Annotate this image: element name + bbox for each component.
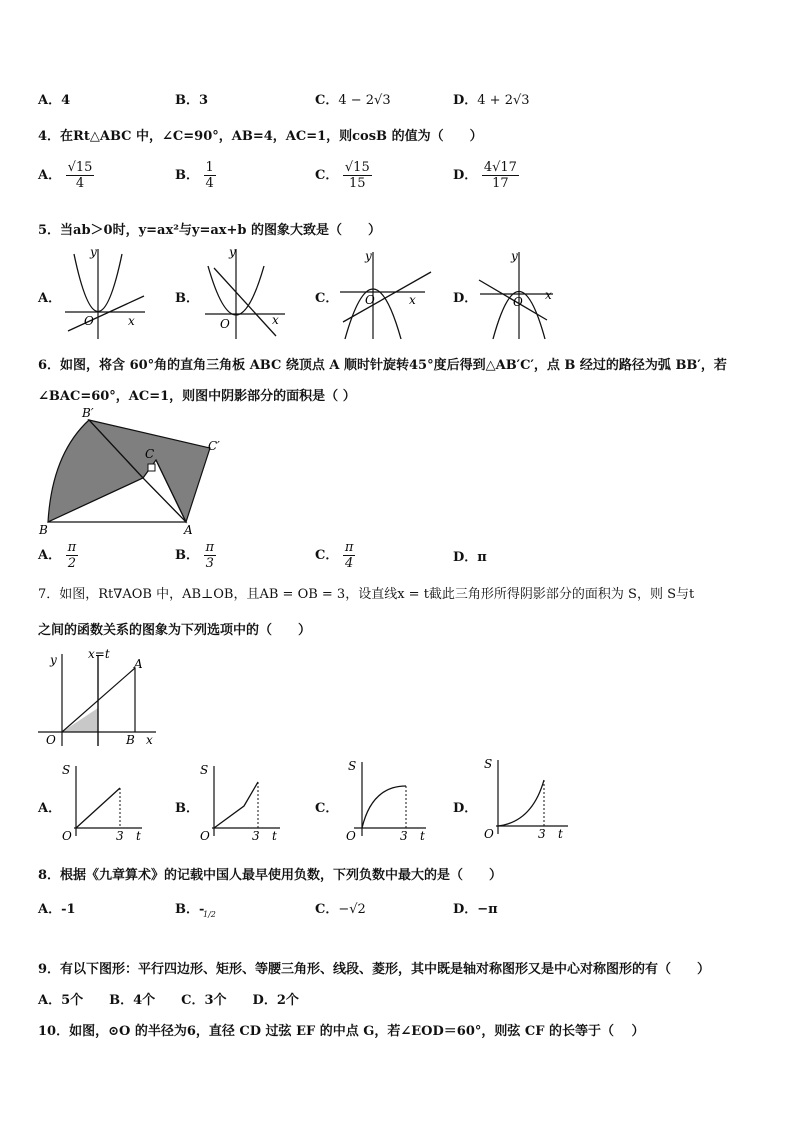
x-label: x (545, 288, 552, 302)
label-a: A (184, 523, 193, 536)
option-label: D． (453, 93, 478, 108)
q5-stem: 5．当ab＞0时，y=ax²与y=ax+b 的图象大致是（ ） (38, 223, 382, 238)
denominator: 2 (67, 556, 77, 571)
origin-label: O (513, 295, 523, 309)
q5-graph-b (200, 244, 290, 344)
numerator: √15 (344, 160, 370, 175)
q7-graph-a (58, 760, 148, 842)
q9-stem: 9．有以下图形：平行四边形、矩形、等腰三角形、线段、菱形，其中既是轴对称图形又是中心对称图形的有（ ） (38, 962, 711, 977)
numerator: π (205, 540, 215, 555)
q10-stem: 10．如图，⊙O 的半径为6，直径 CD 过弦 EF 的中点 G，若∠EOD＝60°，则弦 CF 的长等于（ ） (38, 1024, 645, 1039)
label-s: S (62, 763, 71, 777)
origin-label: O (365, 293, 375, 307)
denominator: 3 (205, 556, 214, 571)
denominator: 17 (492, 176, 509, 191)
origin-label: O (220, 317, 230, 331)
label-x: x (146, 733, 153, 747)
label-c-prime: C′ (208, 439, 220, 453)
q5-option-a: A． (38, 291, 62, 306)
label-o: O (346, 829, 356, 842)
fraction (343, 540, 356, 571)
q3-option-d (453, 89, 530, 108)
x-label: x (409, 293, 416, 307)
shaded-region (62, 708, 98, 732)
option-label: B． (175, 168, 199, 183)
x-label: x (272, 313, 279, 327)
q3-option-c (315, 89, 391, 108)
fraction (66, 160, 95, 191)
option-value: −√2 (338, 902, 366, 917)
numerator: 4√17 (483, 160, 517, 175)
label-t: t (420, 829, 425, 842)
label-y: y (50, 653, 57, 667)
option-label: C． (315, 902, 339, 917)
line (343, 272, 431, 322)
q5-graph-d (475, 244, 575, 344)
q6-option-a (38, 540, 78, 571)
label-o: O (62, 829, 72, 842)
curve (214, 782, 258, 828)
fraction (204, 160, 216, 191)
q3-option-a: A．4 (38, 93, 71, 108)
label-b: B (126, 733, 135, 747)
q8-option-c (315, 898, 366, 917)
option-value: 1/2 (203, 910, 216, 919)
label-o: O (484, 827, 494, 841)
label-s: S (200, 763, 209, 777)
label-s: S (348, 759, 357, 773)
fraction (66, 540, 79, 571)
option-label: C． (315, 93, 339, 108)
label-3: 3 (252, 829, 260, 842)
y-label: y (90, 245, 97, 259)
q6-figure (34, 404, 234, 536)
option-label: A． (38, 548, 62, 563)
numerator: π (344, 540, 354, 555)
right-angle-mark (148, 464, 155, 471)
numerator: √15 (67, 160, 93, 175)
option-label: D． (453, 168, 478, 183)
numerator: 1 (205, 160, 214, 175)
option-label: C． (315, 168, 339, 183)
denominator: 15 (349, 176, 366, 191)
label-t: t (272, 829, 277, 842)
curve (76, 788, 120, 828)
q7-option-c: C． (315, 801, 339, 816)
y-label: y (511, 249, 518, 263)
label-t: t (558, 827, 563, 841)
y-label: y (365, 249, 372, 263)
q5-graph-a (60, 244, 150, 344)
q4-option-d (453, 160, 519, 191)
q5-graph-c (335, 244, 435, 344)
q6-stem-line2: ∠BAC=60°，AC=1，则图中阴影部分的面积是（ ） (38, 389, 356, 404)
q4-option-b (175, 160, 216, 191)
label-b: B (39, 523, 48, 536)
q3-option-b: B．3 (175, 93, 209, 108)
q8-option-b (175, 898, 216, 919)
y-label: y (229, 245, 236, 259)
option-value: 4 + 2√3 (477, 93, 530, 108)
label-3: 3 (538, 827, 546, 841)
q4-stem: 4．在Rt△ABC 中，∠C=90°，AB=4，AC=1，则cosB 的值为（ ） (38, 129, 483, 144)
q6-option-d: D．π (453, 550, 487, 565)
label-o: O (46, 733, 56, 747)
q8-stem: 8．根据《九章算术》的记载中国人最早使用负数，下列负数中最大的是（ ） (38, 868, 503, 883)
option-label: C． (315, 548, 339, 563)
label-b-prime: B′ (82, 406, 94, 420)
q4-option-c (315, 160, 372, 191)
denominator: 4 (205, 176, 214, 191)
label-s: S (484, 757, 493, 771)
q7-stem-line1: 7．如图，Rt∇AOB 中，AB⊥OB，且AB = OB = 3，设直线x = t截此三角形所得阴影部分的面积为 S，则 S与t (38, 587, 695, 602)
option-value: 4 − 2√3 (338, 93, 391, 108)
q9-options: A．5个 B．4个 C．3个 D．2个 (38, 993, 299, 1008)
denominator: 4 (345, 556, 354, 571)
label-3: 3 (400, 829, 408, 842)
option-label: B．- (175, 902, 205, 917)
q7-graph-c (338, 756, 433, 842)
label-c: C (145, 447, 155, 461)
q7-figure (34, 646, 164, 750)
curve (362, 786, 406, 828)
q7-option-d: D． (453, 801, 478, 816)
q7-option-a: A． (38, 801, 62, 816)
numerator: π (67, 540, 77, 555)
q6-option-c (315, 540, 355, 571)
q5-option-d: D． (453, 291, 478, 306)
option-label: A． (38, 168, 62, 183)
q6-stem-line1: 6．如图，将含 60°角的直角三角板 ABC 绕顶点 A 顺时针旋转45°度后得到△AB′C′，点 B 经过的路径为弧 BB′，若 (38, 358, 727, 373)
q7-stem-line2: 之间的函数关系的图象为下列选项中的（ ） (38, 623, 312, 638)
label-t: t (136, 829, 141, 842)
denominator: 4 (75, 176, 85, 191)
label-a: A (134, 657, 143, 671)
fraction (204, 540, 217, 571)
curve (498, 780, 544, 826)
q5-option-c: C． (315, 291, 339, 306)
q6-option-b (175, 540, 216, 571)
fraction (482, 160, 519, 191)
origin-label: O (84, 314, 94, 328)
q5-option-b: B． (175, 291, 199, 306)
label-o: O (200, 829, 210, 842)
label-line: x=t (88, 647, 110, 661)
q4-option-a (38, 160, 94, 191)
q8-option-a: A．-1 (38, 902, 76, 917)
q7-graph-d (480, 754, 575, 842)
label-3: 3 (116, 829, 124, 842)
q7-option-b: B． (175, 801, 199, 816)
fraction (343, 160, 372, 191)
option-label: B． (175, 548, 199, 563)
q7-graph-b (196, 760, 286, 842)
x-label: x (128, 314, 135, 328)
q8-option-d: D．−π (453, 902, 498, 917)
